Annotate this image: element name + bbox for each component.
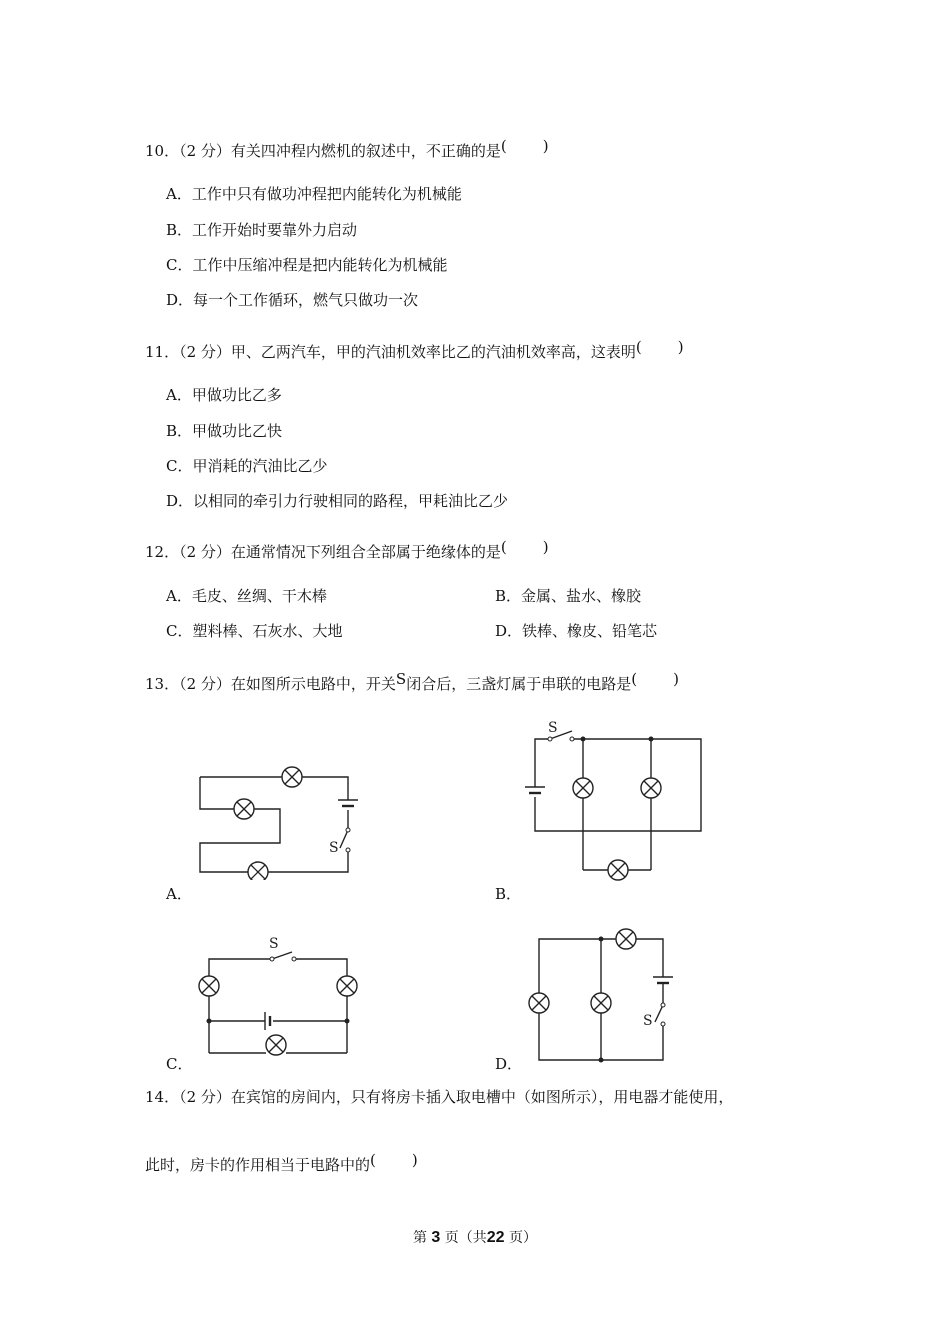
question-12-option-b: B．金属、盐水、橡胶 <box>495 587 642 605</box>
question-11-option-c: C．甲消耗的汽油比乙少 <box>166 457 328 475</box>
answer-paren-close: ) <box>411 1151 418 1169</box>
question-10-stem <box>145 137 549 161</box>
question-10-option-c: C．工作中压缩冲程是把内能转化为机械能 <box>166 256 448 274</box>
figure-label-b: B． <box>495 885 522 903</box>
lamp-icon <box>529 993 549 1013</box>
question-14-line2 <box>145 1151 418 1175</box>
circuit-diagram-c <box>190 932 370 1057</box>
question-14-line1: 14．（2 分）在宾馆的房间内，只有将房卡插入取电槽中（如图所示），用电器才能使用， <box>145 1088 734 1106</box>
question-11-option-a: A．甲做功比乙多 <box>166 386 282 404</box>
answer-paren-open: ( <box>500 137 507 155</box>
switch-label: S <box>329 840 339 856</box>
answer-paren-open: ( <box>635 338 642 356</box>
question-13-text-part2: 闭合后，三盏灯属于串联的电路是 <box>406 675 632 693</box>
lamp-icon <box>266 1035 286 1055</box>
lamp-icon <box>641 778 661 798</box>
question-11-stem <box>145 338 684 362</box>
circuit-diagram-b <box>520 712 720 887</box>
switch-label: S <box>269 936 279 952</box>
figure-label-a: A． <box>166 885 192 903</box>
page-footer <box>0 1227 950 1247</box>
lamp-icon <box>608 860 628 880</box>
lamp-icon <box>248 862 268 880</box>
figure-label-c: C． <box>166 1055 193 1073</box>
question-12-option-d: D．铁棒、橡皮、铅笔芯 <box>495 622 658 640</box>
question-12-option-a: A．毛皮、丝绸、干木棒 <box>166 587 327 605</box>
footer-middle: 页（共 <box>444 1230 487 1246</box>
switch-label: S <box>643 1013 653 1029</box>
question-13-stem <box>145 670 679 694</box>
answer-paren-open: ( <box>631 670 638 688</box>
answer-paren-close: ) <box>673 670 679 688</box>
question-10-option-a: A．工作中只有做功冲程把内能转化为机械能 <box>166 185 462 203</box>
question-10-option-d: D．每一个工作循环，燃气只做功一次 <box>166 291 419 309</box>
lamp-icon <box>337 976 357 996</box>
footer-prefix: 第 <box>412 1230 427 1246</box>
circuit-diagram-a <box>190 760 370 880</box>
answer-paren-open: ( <box>500 538 507 556</box>
question-11-option-d: D．以相同的牵引力行驶相同的路程，甲耗油比乙少 <box>166 492 509 510</box>
question-13-text-part1: 13．（2 分）在如图所示电路中，开关 <box>145 675 396 693</box>
question-14-text: 此时，房卡的作用相当于电路中的 <box>145 1156 371 1174</box>
answer-paren-close: ) <box>542 137 549 155</box>
switch-symbol: S <box>395 670 407 688</box>
footer-page-number: 3 <box>431 1229 441 1246</box>
circuit-diagram-d <box>525 925 675 1065</box>
answer-paren-close: ) <box>677 338 684 356</box>
lamp-icon <box>591 993 611 1013</box>
lamp-icon <box>573 778 593 798</box>
question-12-stem <box>145 538 549 562</box>
question-11-option-b: B．甲做功比乙快 <box>166 422 283 440</box>
lamp-icon <box>616 929 636 949</box>
footer-suffix: 页） <box>509 1230 538 1246</box>
question-11-text: 11．（2 分）甲、乙两汽车，甲的汽油机效率比乙的汽油机效率高，这表明 <box>145 343 636 361</box>
lamp-icon <box>282 767 302 787</box>
question-12-text: 12．（2 分）在通常情况下列组合全部属于绝缘体的是 <box>145 543 501 561</box>
answer-paren-open: ( <box>370 1151 376 1169</box>
question-12-option-c: C．塑料棒、石灰水、大地 <box>166 622 343 640</box>
footer-total-pages: 22 <box>486 1229 505 1246</box>
switch-label: S <box>548 720 558 736</box>
figure-label-d: D． <box>495 1055 523 1073</box>
question-10-option-b: B．工作开始时要靠外力启动 <box>166 221 358 239</box>
answer-paren-close: ) <box>542 538 549 556</box>
lamp-icon <box>199 976 219 996</box>
question-10-text: 10．（2 分）有关四冲程内燃机的叙述中，不正确的是 <box>145 142 501 160</box>
lamp-icon <box>234 799 254 819</box>
